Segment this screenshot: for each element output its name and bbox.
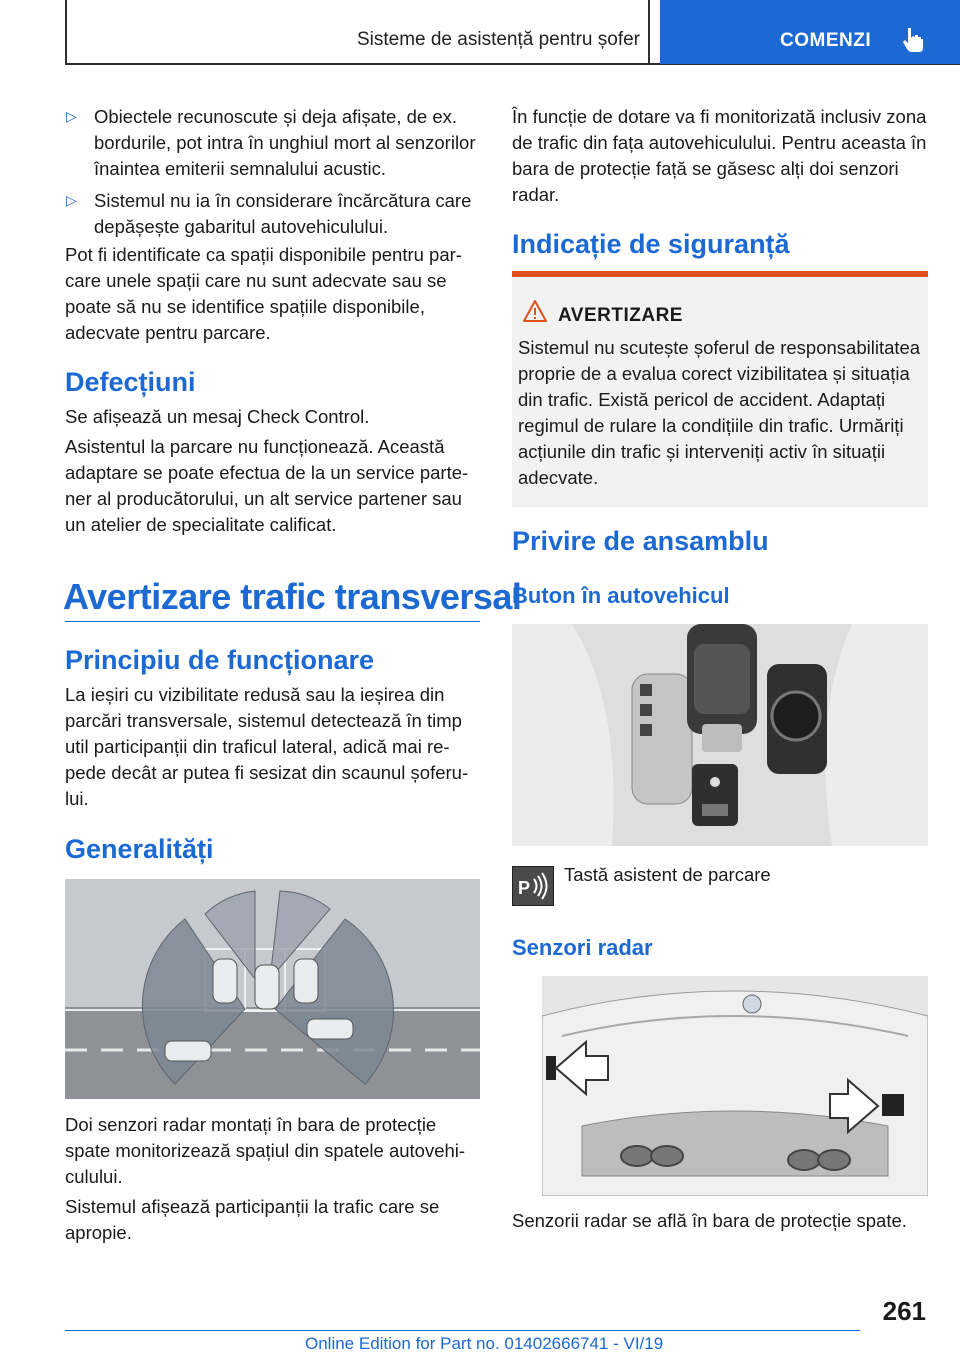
button-caption: Tastă asistent de parcare (564, 864, 771, 885)
paragraph: Sistemul afișează participanții la trafic care se apropie. (65, 1196, 440, 1243)
heading-principle: Principiu de funcționare (65, 645, 375, 675)
rear-bumper-illustration (542, 976, 928, 1196)
warning-title: AVERTIZARE (558, 305, 683, 326)
warning-body: Sistemul nu scutește șoferul de responsabilitatea proprie de a evalua corect vizibilitatea și situația din trafic. Există pericol de accident. Adaptați regimul de rulare la condițiile din trafic. Urmăriți acțiunile din trafic și interveniți activ în situații adecvate. (518, 337, 921, 488)
park-assist-button-icon (512, 866, 554, 906)
heading-radar: Senzori radar (512, 935, 653, 960)
heading-general: Generalități (65, 834, 214, 864)
cross-traffic-diagram (65, 879, 480, 1099)
svg-text:P: P (518, 878, 531, 898)
heading-safety: Indicație de siguranță (512, 229, 790, 259)
paragraph: Asistentul la parcare nu funcționează. Această adaptare se poate efectua de la un service partener al producătorului, un alt service partener sau un atelier de specialitate calificat. (65, 436, 469, 535)
header-divider (648, 0, 650, 64)
bullet-item: Obiectele recunoscute și deja afișate, de ex. bordurile, pot intra în unghiul mort al senzorilor înaintea emiterii semnalului acustic. (94, 106, 476, 179)
footer-rule (65, 1330, 860, 1331)
park-assist-symbol (513, 867, 553, 905)
tab-comenzi[interactable] (660, 0, 960, 64)
footer-edition: Online Edition for Part no. 01402666741 - VI/19 (305, 1334, 664, 1353)
paragraph: În funcție de dotare va fi monitorizată inclusiv zona de trafic din fața autovehiculului. Pentru aceasta în bara de protecție față se găsesc alți doi senzori radar. (512, 106, 927, 205)
tab-comenzi-label: COMENZI (780, 30, 872, 51)
page-number: 261 (882, 1296, 926, 1326)
console-photo (512, 624, 928, 846)
warning-triangle-icon (522, 299, 548, 323)
section-title: Sisteme de asistență pentru șofer (356, 29, 640, 50)
heading-button: Buton în autovehicul (512, 583, 730, 608)
header-left-rule (65, 0, 67, 64)
paragraph: La ieșiri cu vizibilitate redusă sau la ieșirea din parcări transversale, sistemul detectează în timp util participanții din traficul lateral, adică mai repede decât ar putea fi sesizat din scaunul șoferului. (65, 684, 469, 809)
bullet-marker: ▷ (66, 192, 77, 208)
radar-caption: Senzorii radar se află în bara de protecție spate. (512, 1210, 907, 1231)
heading-rule (65, 621, 480, 622)
bullet-item: Sistemul nu ia în considerare încărcătura care depășește gabaritul autovehiculului. (94, 190, 472, 237)
warning-box (512, 271, 928, 507)
bullet-marker: ▷ (66, 108, 77, 124)
paragraph: Se afișează un mesaj Check Control. (65, 406, 370, 427)
center-console-illustration (512, 624, 928, 846)
hand-pointer-icon (898, 24, 928, 54)
cross-traffic-illustration (65, 879, 480, 1099)
paragraph: Pot fi identificate ca spații disponibile pentru parcare unele spații care nu sunt adecvate sau se poate să nu se identifice spațiile disponibile, adecvate pentru parcare. (65, 244, 462, 343)
figure-caption: Doi senzori radar montați în bara de protecție spate monitorizează spațiul din spatele autovehiculului. (65, 1114, 466, 1187)
heading-main: Avertizare trafic transversal (63, 576, 522, 617)
heading-overview: Privire de ansamblu (512, 526, 769, 556)
heading-defects: Defecțiuni (65, 367, 196, 397)
rear-bumper-photo (542, 976, 928, 1196)
